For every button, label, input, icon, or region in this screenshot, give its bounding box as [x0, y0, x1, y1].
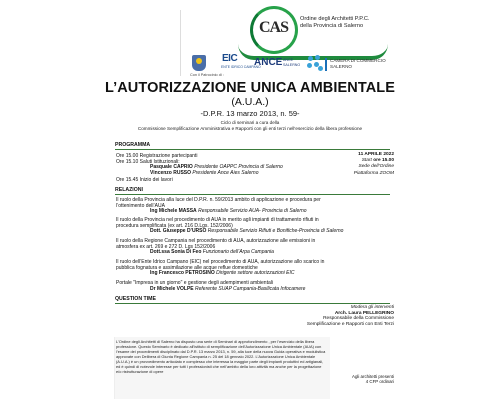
relazione-1-text: Il ruolo della Provincia alla luce del D.P.R. n. 59/2013 ambito di applicazione e procedura per	[116, 197, 321, 203]
ordine-name: Ordine degli Architetti P.P.C. della Provincia di Salerno	[300, 16, 370, 29]
eic-logo-sub: ENTE IDRICO CAMPANO	[221, 65, 261, 69]
programma-line-registrazione: Ore 15.00 Registrazione partecipanti	[116, 153, 198, 159]
programma-heading: PROGRAMMA	[115, 142, 151, 148]
relazione-3-speaker: Dott.ssa Sonia Di Feo Funzionario dell’Arpa Campania	[150, 249, 274, 255]
programma-line-inizio: Ore 15.45 Inizio dei lavori	[116, 177, 173, 183]
ance-logo-sub: ANCE SALERNO	[283, 58, 301, 67]
relazione-1-text-2: l’ottenimento dell’AUA	[116, 202, 165, 209]
speaker-russo: Vincenzo RUSSO Presidente Ance Aies Salerno	[150, 169, 259, 176]
dpr-reference: -D.P.R. 13 marzo 2013, n. 59-	[200, 109, 300, 118]
programma-divider	[115, 149, 390, 150]
relazione-2-speaker: Dott. Giuseppe D’URSO Responsabile Servizio Rifiuti e Bonifiche-Provincia di Salerno	[150, 228, 344, 234]
relazione-4-text-2: pubblica fognatura e assimilazione alle acque reflue domestiche	[116, 264, 258, 271]
eic-logo: EIC	[222, 53, 238, 64]
cfp-credits: Agli architetti presenti 4 CFP ordinari	[352, 374, 394, 385]
relazioni-heading: RELAZIONI	[115, 187, 143, 193]
header-divider	[180, 10, 181, 76]
programma-line-saluti: Ore 15.10 Saluti Istituzionali:	[116, 158, 180, 165]
salerno-dots-logo-icon	[306, 54, 324, 72]
relazione-5-text: Portale "Impresa in un giorno" e gestione degli adempimenti ambientali	[116, 280, 273, 286]
relazione-4-speaker: Ing Francesco PETROSINO Dirigente settore autorizzazioni EIC	[150, 270, 295, 276]
main-title: L’AUTORIZZAZIONE UNICA AMBIENTALE	[104, 80, 396, 96]
speaker-caprio: Pasquale CAPRIO Presidente OAPPC Provincia di Salerno	[150, 164, 283, 170]
event-details	[312, 152, 394, 177]
relazioni-divider	[115, 194, 390, 195]
relazione-5-speaker: Dr Michele VOLPE Referente SUAP Campania-Basilicata Infocamere	[150, 285, 306, 292]
question-time-heading: QUESTION TIME	[115, 296, 156, 302]
relazione-2-text: Il ruolo della Provincia nel procedimento di AUA in merito agli impianti di trattamento rifiuti in	[116, 217, 319, 223]
moderator-block: Modera gli interventi Arch. Laura PELLEGRINO Responsabile della Commissione Semplificazione e Rapporti con Enti Terzi	[306, 305, 394, 327]
relazione-3-text: Il ruolo della Regione Campania nel procedimento di AUA, autorizzazione alle emissioni in	[116, 238, 316, 244]
relazione-2-text-2: procedura semplificata (ex art. 216 D.Lgs. 152/2006)	[116, 222, 233, 229]
event-venue: Sede dell’Ordine	[358, 164, 394, 170]
event-start: Start ore 15.00	[361, 158, 394, 164]
subtitle: (A.U.A.)	[231, 96, 269, 108]
relazione-1-speaker: Ing Michele MASSA Responsabile Servizio AUA- Provincia di Salerno	[150, 208, 307, 214]
ance-logo: ANCE	[254, 57, 283, 68]
footer-description: L’Ordine degli Architetti di Salerno ha disposto una serie di Seminari di approfondimento , per l’esercizio della libera professione. Questo Seminario è dedicato all’istituto di semplificazione dell’Autorizzazione Unica Ambientale (AUA) con l’esame dei procedimenti disciplinato dal D.P.R. 13 marzo 2013, n. 59, alla luce della nuova Guida operativa e modulistica approvate con Delibera di Giunta Regione Campania n. 25 del 18 gennaio 2022. L’Autorizzazione Unica Ambientale (A.U.A.) è un provvedimento articolato e complesso che interessa la maggior parte degli impianti produttivi ed artigianali, ed è quindi di notevole interesse per tutti i professionisti che nell’ambito della loro attività ma anche per la progettazione e/o ristrutturazione di opere	[116, 339, 326, 374]
event-date: 11 APRILE 2022	[358, 152, 394, 157]
ordine-logo-letters: CAS	[259, 19, 289, 36]
provincia-crest-icon	[192, 55, 206, 71]
camera-commercio-logo: CAMERA DI COMMERCIO SALERNO	[330, 58, 386, 69]
cycle-description: Ciclo di seminari a cura della Commissione Semplificazione Amministrativa e Rapporti con gli enti terzi nell’esercizio della libera professione	[137, 120, 363, 131]
question-time-divider	[115, 303, 390, 304]
relazione-4-text: Il ruolo dell’Ente Idrico Campano (EIC) nel procedimento di AUA, autorizzazione allo scarico in	[116, 259, 325, 265]
patrocinio-label: Con il Patrocinio di :	[190, 73, 224, 77]
event-platform: Piattaforma ZOOM	[353, 170, 394, 176]
relazione-3-text-2: atmosfera ex art. 269 e 272 D. Lgs 152/2006	[116, 243, 216, 250]
